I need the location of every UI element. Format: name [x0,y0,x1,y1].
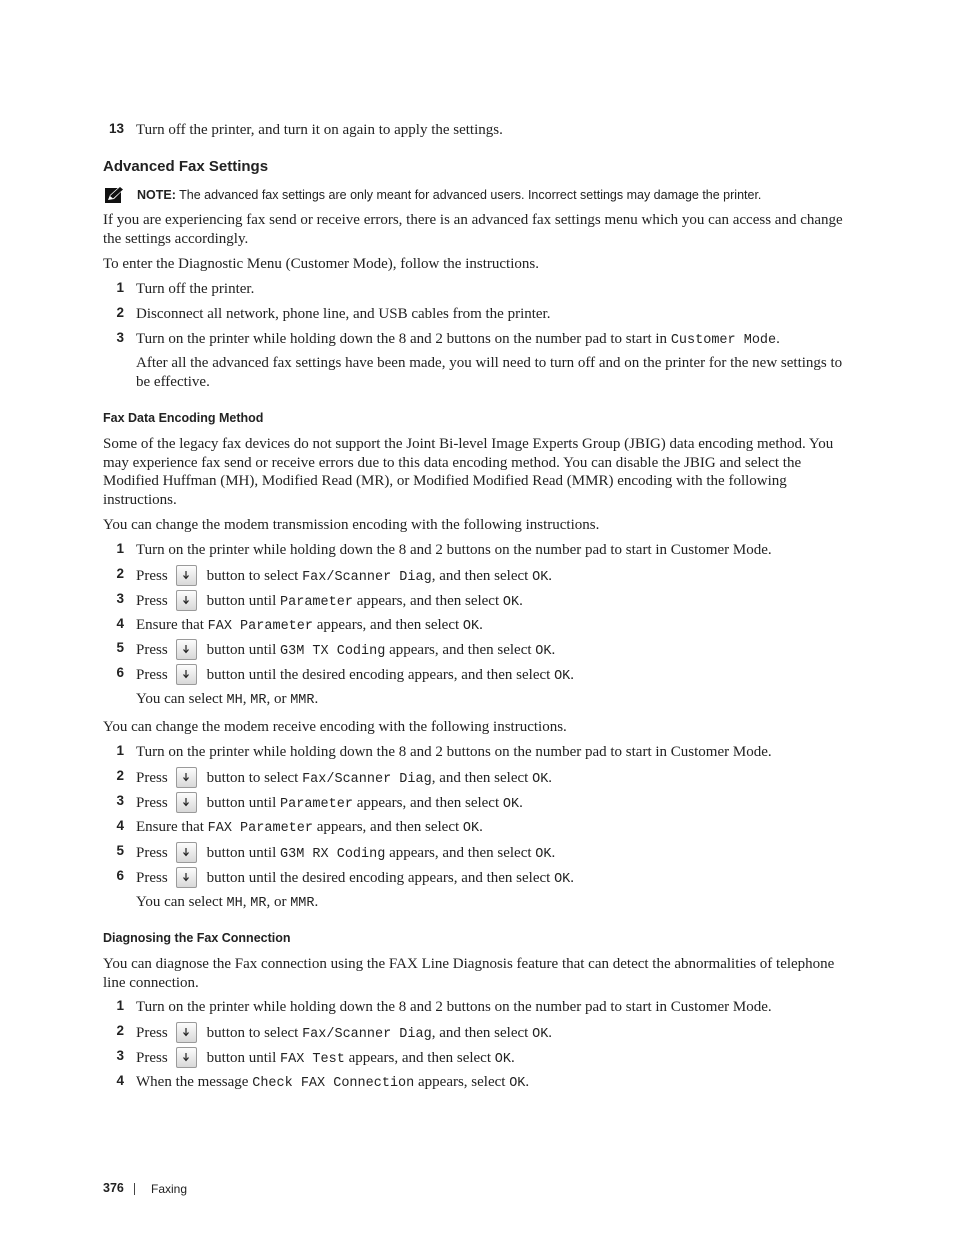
step-text: Press button until Parameter appears, and then select OK. [136,591,852,612]
note-label: NOTE: [137,188,176,202]
step-number: 4 [116,1073,124,1088]
down-arrow-button-icon [176,1022,197,1043]
down-arrow-button-icon [176,565,197,586]
step-note: After all the advanced fax settings have been made, you will need to turn off and on the printer for the new settings to be effective. [136,355,843,390]
page-number: 376 [103,1181,124,1195]
subsection-heading: Fax Data Encoding Method [103,411,264,425]
subsection-heading: Diagnosing the Fax Connection [103,931,291,945]
step-text: Press button to select Fax/Scanner Diag, and then select OK. [136,768,852,789]
step-text: Turn on the printer while holding down the 8 and 2 buttons on the number pad to start in Customer Mode. [136,744,772,760]
step-text: Turn off the printer, and turn it on again to apply the settings. [136,122,503,138]
step-text: Turn on the printer while holding down the 8 and 2 buttons on the number pad to start in Customer Mode. [136,331,780,348]
paragraph: You can diagnose the Fax connection using the FAX Line Diagnosis feature that can detect the abnormalities of telephone line connection. [103,956,835,991]
paragraph: If you are experiencing fax send or receive errors, there is an advanced fax settings menu which you can access and change the settings accordingly. [103,212,843,247]
step-text: Disconnect all network, phone line, and USB cables from the printer. [136,306,551,322]
step-number: 2 [116,305,124,320]
step-text: Press button to select Fax/Scanner Diag, and then select OK. [136,1023,852,1044]
step-number: 4 [116,818,124,833]
step-number: 1 [116,541,124,556]
step-number: 6 [116,665,124,680]
down-arrow-button-icon [176,664,197,685]
step-number: 1 [116,743,124,758]
step-text: Press button until the desired encoding appears, and then select OK. [136,665,852,686]
step-number: 13 [108,121,124,136]
note [137,188,761,202]
note-text: The advanced fax settings are only meant for advanced users. Incorrect settings may damage the printer. [175,188,762,202]
step-number: 5 [116,843,124,858]
footer-divider [134,1183,135,1195]
step-number: 5 [116,640,124,655]
step-number: 1 [116,280,124,295]
step-note: You can select MH, MR, or MMR. [136,691,319,708]
step-number: 3 [116,591,124,606]
down-arrow-button-icon [176,842,197,863]
step-text: Press button until Parameter appears, and then select OK. [136,793,852,814]
pencil-note-icon [105,186,125,204]
step-number: 3 [116,330,124,345]
step-text: Press button until FAX Test appears, and then select OK. [136,1048,852,1069]
step-number: 4 [116,616,124,631]
step-text: Ensure that FAX Parameter appears, and then select OK. [136,617,483,634]
step-note: You can select MH, MR, or MMR. [136,894,319,911]
step-number: 2 [116,768,124,783]
step-number: 6 [116,868,124,883]
step-text: When the message Check FAX Connection appears, select OK. [136,1074,530,1091]
step-number: 1 [116,998,124,1013]
step-text: Turn on the printer while holding down the 8 and 2 buttons on the number pad to start in Customer Mode. [136,999,772,1015]
paragraph: To enter the Diagnostic Menu (Customer Mode), follow the instructions. [103,256,539,272]
step-number: 3 [116,1048,124,1063]
section-heading: Advanced Fax Settings [103,158,269,175]
paragraph: You can change the modem transmission encoding with the following instructions. [103,517,600,533]
down-arrow-button-icon [176,1047,197,1068]
footer-section: Faxing [151,1182,188,1196]
down-arrow-button-icon [176,639,197,660]
paragraph: You can change the modem receive encoding with the following instructions. [103,719,567,735]
step-text: Press button to select Fax/Scanner Diag, and then select OK. [136,566,852,587]
step-text: Press button until G3M RX Coding appears, and then select OK. [136,843,852,864]
down-arrow-button-icon [176,867,197,888]
paragraph: Some of the legacy fax devices do not support the Joint Bi-level Image Experts Group (JBIG) data encoding method. You may experience fax send or receive errors due to this data encoding method. You can disable the JBIG and select the Modified Huffman (MH), Modified Read (MR), or Modified Modified Read (MMR) encoding with the following instructions. [103,436,834,508]
step-text: Turn off the printer. [136,281,255,297]
step-text: Turn on the printer while holding down the 8 and 2 buttons on the number pad to start in Customer Mode. [136,542,772,558]
down-arrow-button-icon [176,767,197,788]
step-number: 2 [116,1023,124,1038]
step-text: Press button until the desired encoding appears, and then select OK. [136,868,852,889]
step-number: 2 [116,566,124,581]
down-arrow-button-icon [176,590,197,611]
step-text: Ensure that FAX Parameter appears, and then select OK. [136,819,483,836]
step-text: Press button until G3M TX Coding appears, and then select OK. [136,640,852,661]
down-arrow-button-icon [176,792,197,813]
step-number: 3 [116,793,124,808]
